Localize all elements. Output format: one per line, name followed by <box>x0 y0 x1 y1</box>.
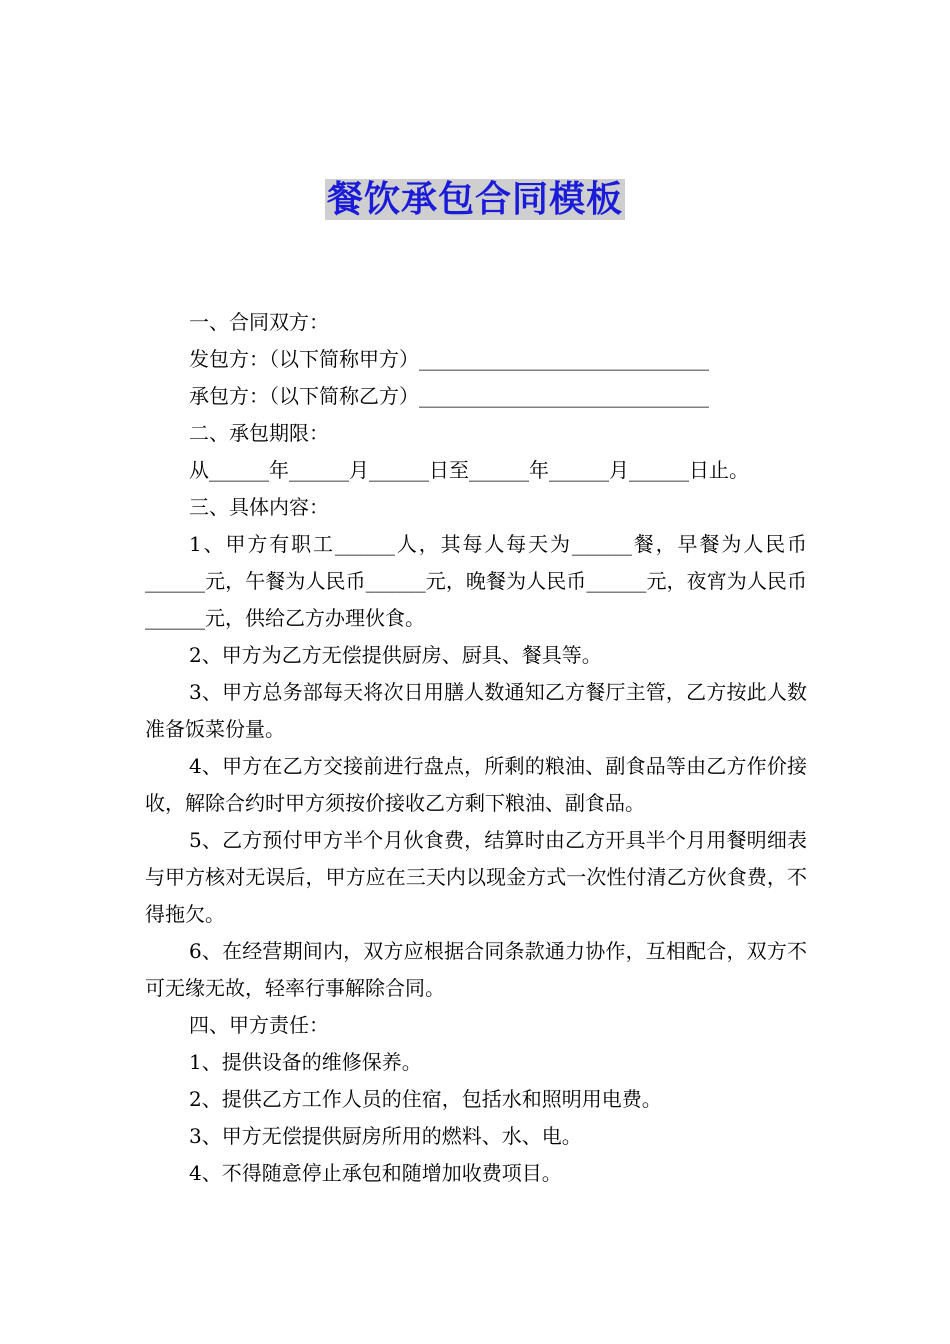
document-title <box>0 176 950 224</box>
party-a-line: 发包方：（以下简称甲方）_____________________________ <box>189 347 709 371</box>
content-clause-1: 1、甲方有职工______人，其每人每天为______餐，早餐为人民币______元，午餐为人民币______元，晚餐为人民币______元，夜宵为人民币______元，供给乙方办理伙食。 <box>145 532 807 630</box>
content-clause-5: 5、乙方预付甲方半个月伙食费，结算时由乙方开具半个月用餐明细表与甲方核对无误后，甲方应在三天内以现金方式一次性付清乙方伙食费，不得拖欠。 <box>145 828 807 926</box>
duty-clause-4: 4、不得随意停止承包和随增加收费项目。 <box>189 1161 562 1185</box>
section-heading-parties: 一、合同双方： <box>189 310 329 334</box>
duty-clause-1: 1、提供设备的维修保养。 <box>189 1050 422 1074</box>
title-text: 餐饮承包合同模板 <box>326 179 623 220</box>
section-heading-content: 三、具体内容： <box>189 495 329 519</box>
section-heading-term: 二、承包期限： <box>189 421 329 445</box>
party-b-line: 承包方：（以下简称乙方）_____________________________ <box>189 384 709 408</box>
content-clause-2: 2、甲方为乙方无偿提供厨房、厨具、餐具等。 <box>189 643 602 667</box>
content-clause-4: 4、甲方在乙方交接前进行盘点，所剩的粮油、副食品等由乙方作价接收，解除合约时甲方须按价接收乙方剩下粮油、副食品。 <box>145 754 807 815</box>
content-clause-6: 6、在经营期间内，双方应根据合同条款通力协作，互相配合，双方不可无缘无故，轻率行事解除合同。 <box>145 939 807 1000</box>
duty-clause-2: 2、提供乙方工作人员的住宿，包括水和照明用电费。 <box>189 1087 662 1111</box>
section-heading-party-a-duties: 四、甲方责任： <box>189 1013 329 1037</box>
content-clause-3: 3、甲方总务部每天将次日用膳人数通知乙方餐厅主管，乙方按此人数准备饭菜份量。 <box>145 680 807 741</box>
duty-clause-3: 3、甲方无偿提供厨房所用的燃料、水、电。 <box>189 1124 582 1148</box>
document-body <box>145 304 807 1192</box>
term-dates-line: 从______年______月______日至______年______月______日止。 <box>189 458 749 482</box>
